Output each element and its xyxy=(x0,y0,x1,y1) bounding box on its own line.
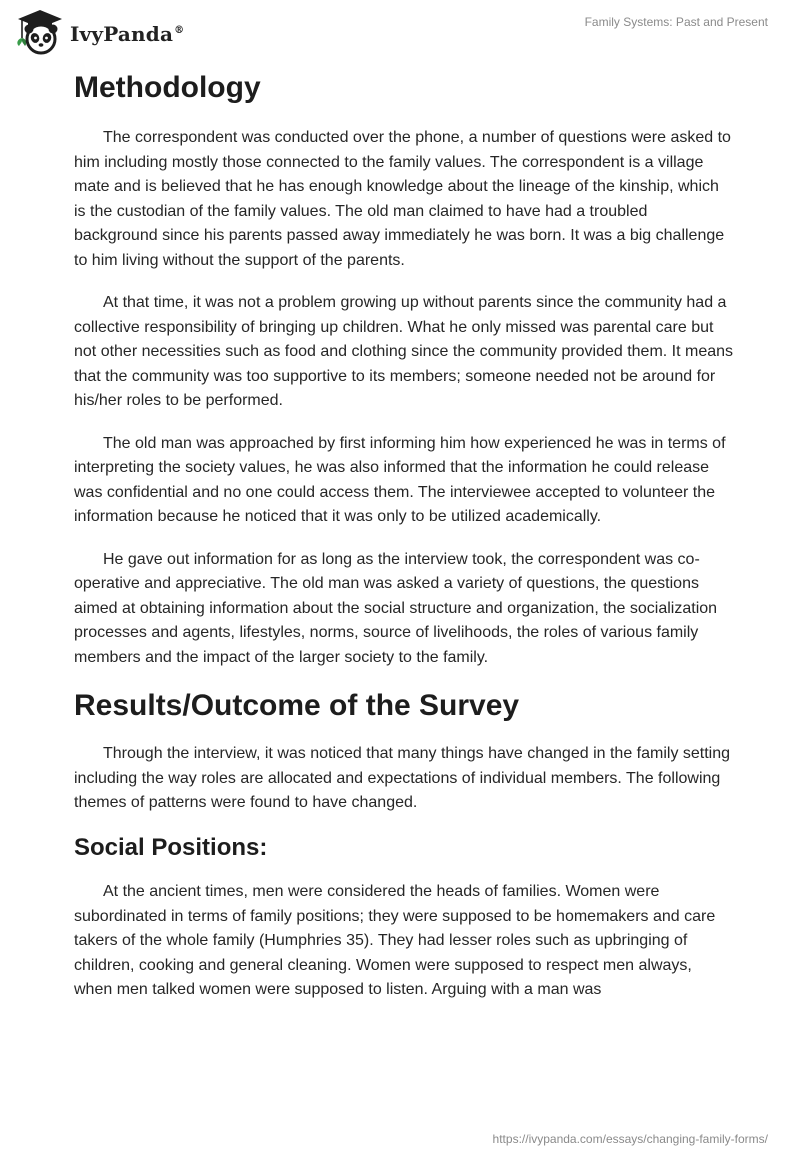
methodology-paragraph: The old man was approached by first informing him how experienced he was in terms of interpreting the society values, he was also informed that the information he could release was confidential and no one could access them. The interviewee accepted to volunteer the information because he noticed that it was only to be utilized academically. xyxy=(74,434,726,525)
page-header xyxy=(0,0,800,60)
methodology-paragraph: The correspondent was conducted over the phone, a number of questions were asked to him including mostly those connected to the family values. The correspondent is a village mate and is believed that he has enough knowledge about the lineage of the kinship, which is the custodian of the family values. The old man claimed to have had a troubled background since his parents passed away immediately he was born. It was a big challenge to him living without the support of the parents. xyxy=(74,129,731,269)
social-positions-heading: Social Positions: xyxy=(74,833,268,861)
panda-graduate-icon xyxy=(14,8,66,56)
methodology-heading: Methodology xyxy=(74,71,261,104)
source-url[interactable]: https://ivypanda.com/essays/changing-family-forms/ xyxy=(492,1132,768,1146)
registered-mark: ® xyxy=(174,25,185,37)
methodology-paragraph: He gave out information for as long as the interview took, the correspondent was co-operative and appreciative. The old man was asked a variety of questions, the questions aimed at obtaining information about the social structure and organization, the socialization processes and agents, lifestyles, norms, source of livelihoods, the roles of various family members and the impact of the larger society to the family. xyxy=(74,550,718,666)
essay-content xyxy=(74,70,734,1021)
social-positions-paragraph: At the ancient times, men were considered the heads of families. Women were subordinated in terms of family positions; they were supposed to be homemakers and care takers of the whole family (Humphries 35). They had lesser roles such as upbringing of children, cooking and general cleaning. Women were supposed to respect men always, when men talked women were supposed to listen. Arguing with a man was xyxy=(74,883,716,999)
results-heading: Results/Outcome of the Survey xyxy=(74,689,520,722)
methodology-paragraph: At that time, it was not a problem growing up without parents since the community had a collective responsibility of bringing up children. What he only missed was parental care but not other necessities such as food and clothing since the community provided them. It means that the community was too supportive to its members; someone needed not be around for his/her roles to be performed. xyxy=(74,294,734,409)
brand-name: IvyPanda® xyxy=(70,22,185,46)
document-title: Family Systems: Past and Present xyxy=(584,15,768,29)
ivypanda-logo[interactable] xyxy=(14,8,184,56)
results-paragraph: Through the interview, it was noticed that many things have changed in the family setting including the way roles are allocated and expectations of individual members. The following themes of patterns were found to have changed. xyxy=(74,745,731,811)
